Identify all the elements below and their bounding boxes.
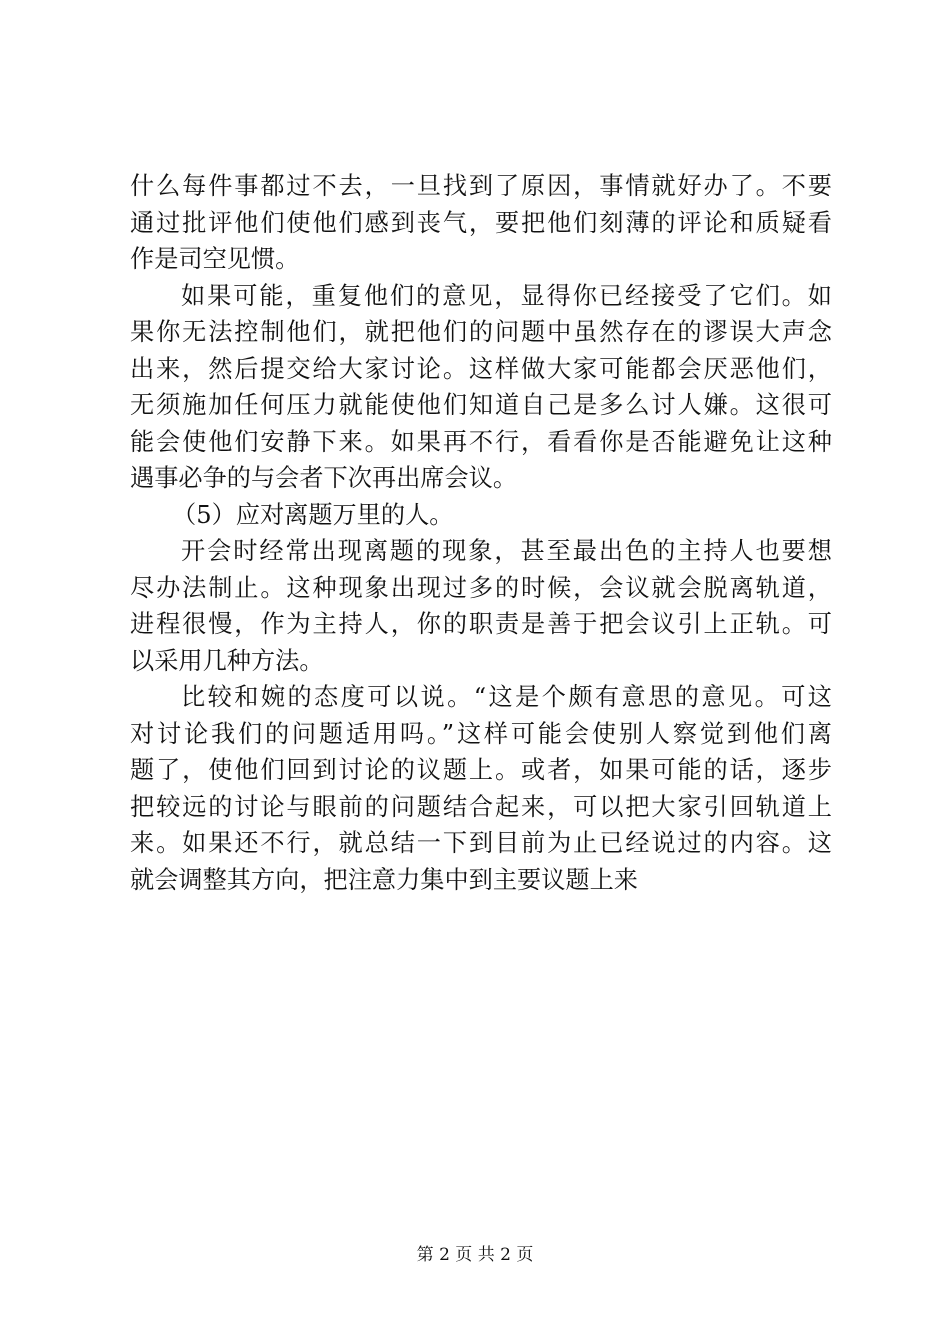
text-line: 作是司空见惯。: [130, 245, 300, 273]
text-line: 通过批评他们使他们感到丧气，要把他们刻薄的评论和质疑看: [130, 208, 832, 237]
text-line: （5）应对离题万里的人。: [172, 500, 454, 529]
text-line: 遇事必争的与会者下次再出席会议。: [130, 464, 518, 492]
text-line: 就会调整其方向，把注意力集中到主要议题上来: [130, 865, 638, 894]
text-line: 无须施加任何压力就能使他们知道自己是多么讨人嫌。这很可: [130, 391, 832, 419]
text-line: 什么每件事都过不去，一旦找到了原因，事情就好办了。不要: [130, 172, 832, 200]
text-line: 题了，使他们回到讨论的议题上。或者，如果可能的话，逐步: [130, 756, 832, 784]
page-footer: 第 2 页 共 2 页: [416, 1245, 534, 1265]
text-line: 果你无法控制他们，就把他们的问题中虽然存在的谬误大声念: [130, 318, 832, 346]
text-line: 把较远的讨论与眼前的问题结合起来，可以把大家引回轨道上: [130, 792, 832, 821]
text-line: 以采用几种方法。: [130, 646, 324, 675]
text-line: 进程很慢，作为主持人，你的职责是善于把会议引上正轨。可: [130, 610, 832, 638]
text-line: 比较和婉的态度可以说。“这是个颇有意思的意见。可这: [181, 683, 832, 711]
text-line: 尽办法制止。这种现象出现过多的时候，会议就会脱离轨道，: [130, 573, 832, 602]
text-line: 如果可能，重复他们的意见，显得你已经接受了它们。如: [181, 281, 832, 310]
text-line: 对讨论我们的问题适用吗。”这样可能会使别人察觉到他们离: [130, 719, 832, 748]
document-body: [130, 168, 832, 898]
text-line: 出来，然后提交给大家讨论。这样做大家可能都会厌恶他们，: [130, 354, 832, 383]
text-line: 开会时经常出现离题的现象，甚至最出色的主持人也要想: [181, 537, 832, 565]
text-line: 能会使他们安静下来。如果再不行，看看你是否能避免让这种: [130, 427, 832, 456]
text-line: 来。如果还不行，就总结一下到目前为止已经说过的内容。这: [130, 829, 832, 857]
